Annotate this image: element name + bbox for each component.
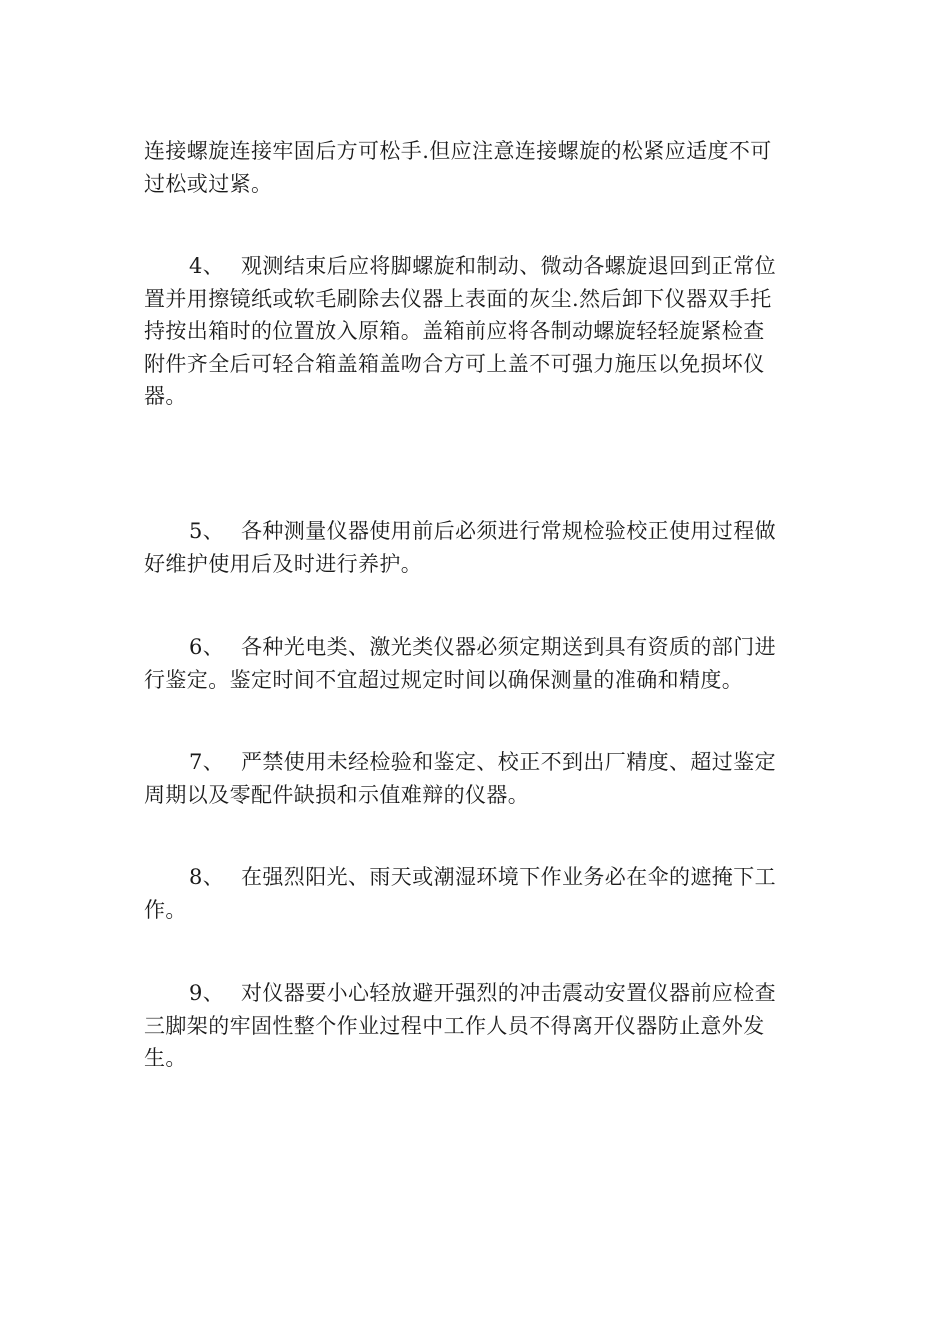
item-number: 5、	[189, 519, 225, 543]
paragraph-first-line	[144, 631, 808, 664]
paragraph-line: 在强烈阳光、雨天或潮湿环境下作业务必在伞的遮掩下工	[241, 865, 776, 889]
paragraph-line: 观测结束后应将脚螺旋和制动、微动各螺旋退回到正常位	[241, 254, 776, 278]
paragraph-item-6	[144, 631, 808, 696]
paragraph-line: 连接螺旋连接牢固后方可松手.但应注意连接螺旋的松紧应适度不可	[144, 139, 772, 163]
paragraph-line: 附件齐全后可轻合箱盖箱盖吻合方可上盖不可强力施压以免损坏仪	[144, 351, 765, 376]
paragraph-line: 三脚架的牢固性整个作业过程中工作人员不得离开仪器防止意外发	[144, 1013, 765, 1038]
paragraph-line: 器。	[144, 384, 187, 408]
paragraph-continuation	[144, 135, 808, 200]
paragraph-line: 作。	[144, 897, 187, 922]
paragraph-line: 各种光电类、激光类仪器必须定期送到具有资质的部门进	[241, 635, 776, 659]
paragraph-line: 对仪器要小心轻放避开强烈的冲击震动安置仪器前应检查	[241, 981, 776, 1005]
item-number: 7、	[189, 750, 225, 774]
paragraph-line: 持按出箱时的位置放入原箱。盖箱前应将各制动螺旋轻轻旋紧检查	[144, 319, 765, 343]
paragraph-first-line	[144, 977, 808, 1010]
paragraph-line: 行鉴定。鉴定时间不宜超过规定时间以确保测量的准确和精度。	[144, 667, 744, 692]
paragraph-line: 严禁使用未经检验和鉴定、校正不到出厂精度、超过鉴定	[241, 750, 776, 774]
paragraph-item-9	[144, 977, 808, 1075]
item-number: 6、	[189, 635, 225, 659]
paragraph-item-4	[144, 250, 808, 413]
item-number: 9、	[189, 981, 225, 1005]
paragraph-line: 生。	[144, 1046, 187, 1070]
item-number: 4、	[189, 254, 225, 278]
paragraph-line: 置并用擦镜纸或软毛刷除去仪器上表面的灰尘.然后卸下仪器双手托	[144, 286, 772, 311]
paragraph-item-8	[144, 861, 808, 926]
paragraph-first-line	[144, 861, 808, 894]
paragraph-line: 各种测量仪器使用前后必须进行常规检验校正使用过程做	[241, 519, 776, 543]
paragraph-item-5	[144, 515, 808, 580]
paragraph-line: 过松或过紧。	[144, 171, 273, 196]
paragraph-first-line	[144, 250, 808, 283]
paragraph-first-line	[144, 515, 808, 548]
paragraph-line: 周期以及零配件缺损和示值难辩的仪器。	[144, 782, 530, 807]
paragraph-first-line	[144, 746, 808, 779]
paragraph-line: 好维护使用后及时进行养护。	[144, 551, 423, 576]
paragraph-item-7	[144, 746, 808, 811]
item-number: 8、	[189, 865, 225, 889]
